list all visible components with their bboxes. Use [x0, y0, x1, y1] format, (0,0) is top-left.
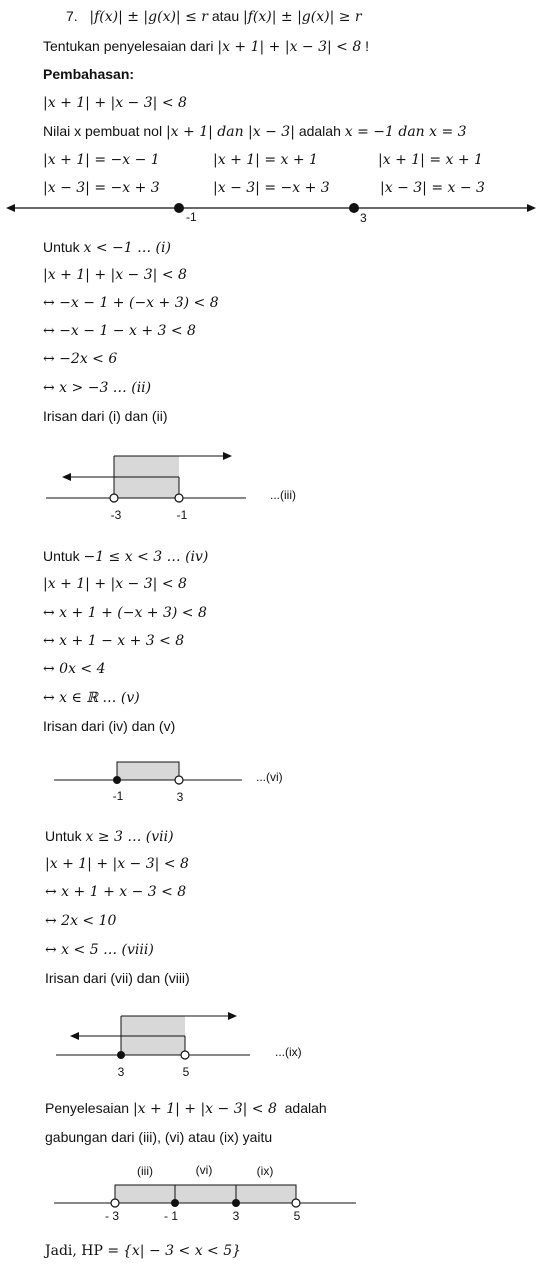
zero-line — [43, 121, 467, 142]
problem-statement — [43, 36, 369, 57]
zero-expr: |x + 1| dan |x − 3| — [165, 124, 295, 140]
case2-step: ↔ x + 1 + (−x + 3) < 8 — [43, 605, 207, 621]
formula-lte: |f(x)| ± |g(x)| ≤ r — [89, 9, 208, 25]
case2-condition: −1 ≤ x < 3 … (iv) — [83, 549, 209, 565]
tick-label: 3 — [176, 790, 184, 804]
closed-point — [171, 1199, 179, 1207]
diagram-ix — [0, 1010, 540, 1085]
segment-label: (vi) — [195, 1163, 213, 1177]
tick-label: 5 — [293, 1209, 301, 1223]
arrow-right-icon — [228, 1012, 237, 1020]
closed-point — [117, 1051, 125, 1059]
conclusion-expr: |x + 1| + |x − 3| < 8 — [132, 1101, 277, 1117]
final-set: {x| − 3 < x < 5} — [123, 1243, 242, 1259]
tick-label-3: 3 — [360, 211, 367, 225]
case-a-row1: |x + 1| = −x − 1 — [43, 152, 160, 168]
main-inequality: |x + 1| + |x − 3| < 8 — [43, 95, 187, 111]
final-answer — [45, 1240, 241, 1261]
main-number-line — [0, 196, 540, 226]
segment-label: (ix) — [256, 1164, 274, 1178]
final-prefix: Jadi, HP = — [45, 1243, 120, 1259]
case3-intersection: Irisan dari (vii) dan (viii) — [45, 970, 190, 986]
case-a-row2: |x − 3| = −x + 3 — [43, 180, 160, 196]
open-point — [111, 1199, 119, 1207]
conclusion-suffix: adalah — [284, 1100, 327, 1116]
open-point — [175, 776, 183, 784]
case3-step: ↔ x + 1 + x − 3 < 8 — [45, 884, 187, 900]
problem-header — [66, 6, 362, 27]
point-neg1 — [174, 203, 184, 213]
case-b-row2: |x − 3| = −x + 3 — [213, 180, 330, 196]
case3-step: ↔ x < 5 … (viii) — [45, 942, 154, 958]
arrow-left-icon — [70, 1032, 79, 1040]
case1-step: ↔ −x − 1 + (−x + 3) < 8 — [43, 295, 219, 311]
tick-label: -1 — [176, 508, 188, 522]
tick-label: 5 — [182, 1065, 190, 1079]
arrow-right-icon — [223, 452, 232, 460]
case2-step: |x + 1| + |x − 3| < 8 — [43, 576, 187, 592]
case3-step: |x + 1| + |x − 3| < 8 — [45, 856, 189, 872]
closed-point — [113, 776, 121, 784]
diagram-label-iii: ...(iii) — [270, 488, 296, 502]
diagram-label-vi: ...(vi) — [256, 770, 283, 784]
point-3 — [349, 203, 359, 213]
case1-step: ↔ x > −3 … (ii) — [43, 380, 152, 396]
case2-condition-line — [43, 546, 208, 567]
problem-tail: ! — [365, 38, 370, 54]
case1-intersection: Irisan dari (i) dan (ii) — [43, 408, 168, 424]
conclusion-line1 — [45, 1098, 327, 1119]
connector-text: atau — [211, 8, 240, 24]
tick-label-neg1: -1 — [186, 210, 197, 224]
tick-label: -1 — [112, 789, 124, 803]
problem-expr: |x + 1| + |x − 3| < 8 — [217, 39, 362, 55]
solution-heading: Pembahasan: — [43, 66, 135, 82]
tick-label: -3 — [110, 508, 122, 522]
union-diagram — [0, 1158, 540, 1228]
case3-prefix: Untuk — [45, 828, 82, 844]
tick-label: 3 — [232, 1209, 240, 1223]
case1-condition: x < −1 … (i) — [83, 240, 171, 256]
case3-condition: x ≥ 3 … (vii) — [85, 829, 174, 845]
tick-label: - 1 — [163, 1209, 179, 1223]
tick-label: - 3 — [104, 1209, 120, 1223]
conclusion-line2: gabungan dari (iii), (vi) atau (ix) yaitu — [45, 1129, 273, 1145]
closed-point — [232, 1199, 240, 1207]
diagram-vi — [0, 758, 540, 808]
case-c-row1: |x + 1| = x + 1 — [378, 152, 483, 168]
case1-step: ↔ −2x < 6 — [43, 351, 118, 367]
case3-condition-line — [45, 826, 174, 847]
case1-step: ↔ −x − 1 − x + 3 < 8 — [43, 323, 196, 339]
problem-intro: Tentukan penyelesaian dari — [43, 38, 214, 54]
arrow-left-icon — [6, 204, 15, 212]
diagram-label-ix: ...(ix) — [275, 1045, 302, 1059]
case2-intersection: Irisan dari (iv) dan (v) — [43, 718, 176, 734]
segment-label: (iii) — [137, 1164, 153, 1178]
zero-result: x = −1 dan x = 3 — [344, 124, 467, 140]
case1-prefix: Untuk — [43, 239, 80, 255]
open-point — [181, 1051, 189, 1059]
case2-step: ↔ x + 1 − x + 3 < 8 — [43, 633, 185, 649]
case1-step: |x + 1| + |x − 3| < 8 — [43, 267, 187, 283]
case2-prefix: Untuk — [43, 548, 80, 564]
zero-middle: adalah — [298, 123, 341, 139]
arrow-right-icon — [527, 204, 536, 212]
diagram-iii — [0, 448, 540, 528]
open-point — [292, 1199, 300, 1207]
open-point — [175, 494, 183, 502]
case2-step: ↔ 0x < 4 — [43, 661, 106, 677]
conclusion-prefix: Penyelesaian — [45, 1100, 130, 1116]
case3-step: ↔ 2x < 10 — [45, 913, 117, 929]
case2-step: ↔ x ∈ ℝ … (v) — [43, 690, 140, 706]
open-point — [110, 494, 118, 502]
case-c-row2: |x − 3| = x − 3 — [380, 180, 485, 196]
problem-number: 7. — [66, 8, 78, 24]
case-b-row1: |x + 1| = x + 1 — [213, 152, 318, 168]
arrow-left-icon — [62, 473, 71, 481]
zero-prefix: Nilai x pembuat nol — [43, 123, 163, 139]
formula-gte: |f(x)| ± |g(x)| ≥ r — [243, 9, 362, 25]
case1-condition-line — [43, 237, 171, 258]
tick-label: 3 — [117, 1065, 125, 1079]
